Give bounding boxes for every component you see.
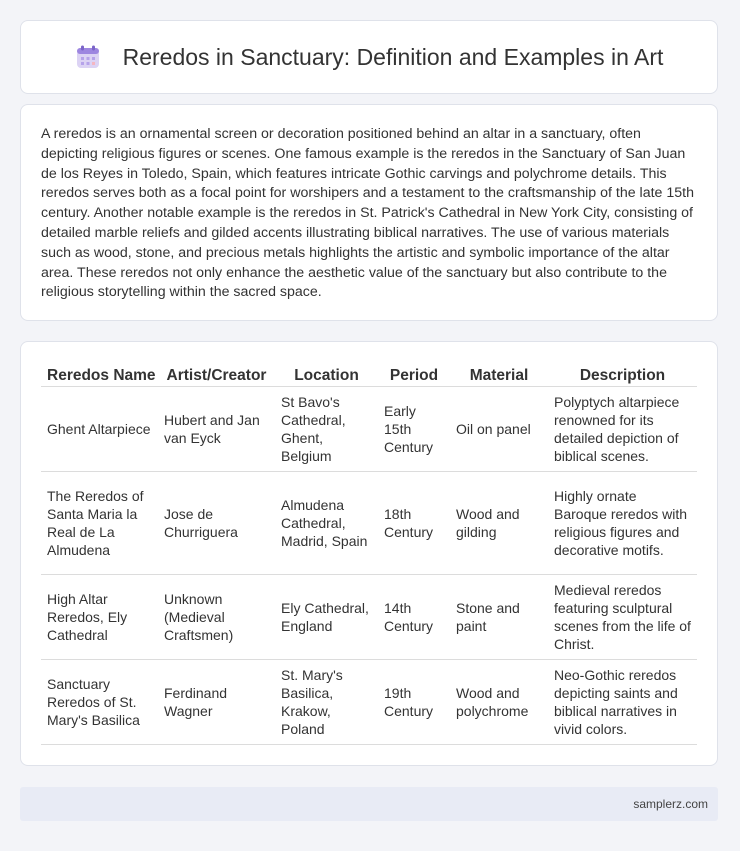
table-cell: Highly ornate Baroque reredos with religious figures and decorative motifs. — [548, 471, 697, 574]
table-cell: Early 15th Century — [378, 386, 450, 471]
table-cell: Sanctuary Reredos of St. Mary's Basilica — [41, 659, 158, 744]
column-header: Period — [378, 362, 450, 386]
table-cell: St Bavo's Cathedral, Ghent, Belgium — [275, 386, 378, 471]
table-cell: Stone and paint — [450, 574, 548, 659]
intro-card — [20, 104, 718, 321]
column-header: Material — [450, 362, 548, 386]
table-cell: Wood and gilding — [450, 471, 548, 574]
table-cell: Wood and polychrome — [450, 659, 548, 744]
column-header: Reredos Name — [41, 362, 158, 386]
header — [75, 44, 664, 71]
table-cell: Ghent Altarpiece — [41, 386, 158, 471]
header-card — [20, 20, 718, 94]
table-cell: High Altar Reredos, Ely Cathedral — [41, 574, 158, 659]
table-header-row — [41, 362, 697, 386]
table-cell: Neo-Gothic reredos depicting saints and biblical narratives in vivid colors. — [548, 659, 697, 744]
column-header: Description — [548, 362, 697, 386]
footer-site-link[interactable]: samplerz.com — [633, 797, 708, 811]
table-cell: Hubert and Jan van Eyck — [158, 386, 275, 471]
table-cell: Unknown (Medieval Craftsmen) — [158, 574, 275, 659]
table-row — [41, 471, 697, 574]
table-cell: Jose de Churriguera — [158, 471, 275, 574]
table-cell: 18th Century — [378, 471, 450, 574]
table-cell: Ely Cathedral, England — [275, 574, 378, 659]
table-cell: Almudena Cathedral, Madrid, Spain — [275, 471, 378, 574]
table-cell: St. Mary's Basilica, Krakow, Poland — [275, 659, 378, 744]
table-cell: Ferdinand Wagner — [158, 659, 275, 744]
table-cell: 14th Century — [378, 574, 450, 659]
table-row — [41, 574, 697, 659]
table-row — [41, 659, 697, 744]
table-card — [20, 341, 718, 766]
reredos-table — [41, 362, 697, 745]
intro-paragraph: A reredos is an ornamental screen or decoration positioned behind an altar in a sanctuary, often depicting religious figures or scenes. One famous example is the reredos in the Sanctuary of San Juan de los Reyes in Toledo, Spain, which features intricate Gothic carvings and polychrome details. This reredos serves both as a focal point for worshipers and a testament to the craftsmanship of the late 15th century. Another notable example is the reredos in St. Patrick's Cathedral in New York City, consisting of detailed marble reliefs and gilded accents illustrating biblical narratives. The use of various materials such as wood, stone, and precious metals highlights the artistic and symbolic importance of the altar area. These reredos not only enhance the aesthetic value of the sanctuary but also contribute to the religious storytelling within the sacred space. — [41, 126, 694, 301]
page-title: Reredos in Sanctuary: Definition and Examples in Art — [122, 43, 664, 70]
column-header: Artist/Creator — [158, 362, 275, 386]
footer — [20, 787, 718, 821]
column-header: Location — [275, 362, 378, 386]
calendar-icon — [75, 44, 101, 70]
table-cell: Polyptych altarpiece renowned for its detailed depiction of biblical scenes. — [548, 386, 697, 471]
table-cell: Oil on panel — [450, 386, 548, 471]
table-row — [41, 386, 697, 471]
table-cell: The Reredos of Santa Maria la Real de La Almudena — [41, 471, 158, 574]
table-cell: Medieval reredos featuring sculptural scenes from the life of Christ. — [548, 574, 697, 659]
table-cell: 19th Century — [378, 659, 450, 744]
